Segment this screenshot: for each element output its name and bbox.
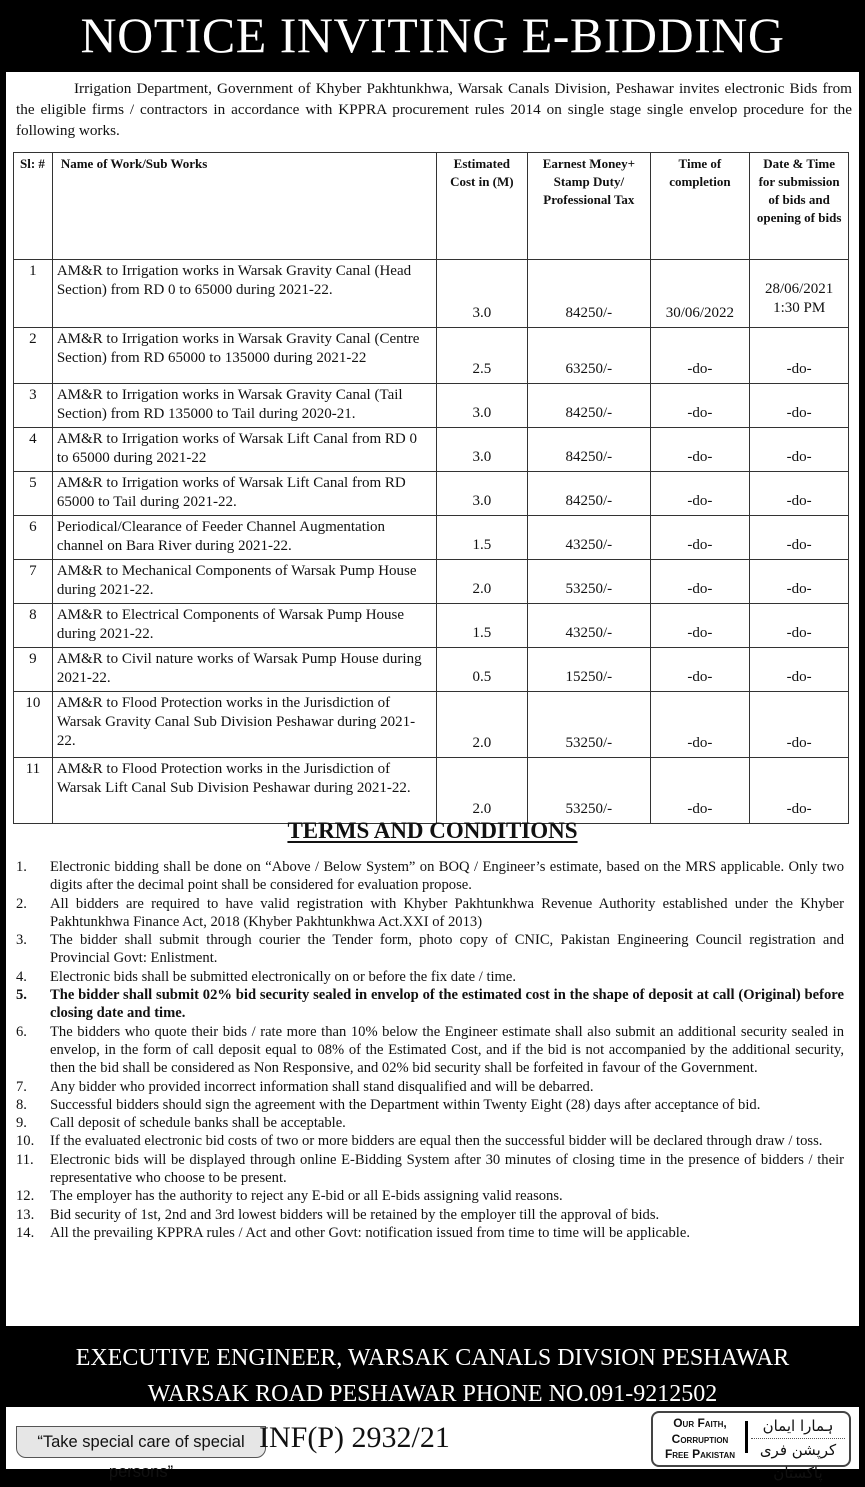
terms-item	[6, 1132, 844, 1150]
cell-completion: -do-	[650, 560, 750, 604]
badge-ur-line: کرپشن فری پاکستان	[751, 1438, 845, 1485]
terms-item-text: Bid security of 1st, 2nd and 3rd lowest bidders will be retained by the employer till the approval of bids.	[50, 1206, 660, 1223]
terms-item-number: 3.	[16, 932, 27, 949]
cell-completion: -do-	[650, 428, 750, 472]
terms-item	[6, 1078, 844, 1096]
terms-item-number: 10.	[16, 1133, 35, 1150]
cell-earnest: 43250/-	[528, 516, 650, 560]
table-row	[14, 260, 849, 328]
terms-item-text: All bidders are required to have valid registration with Khyber Pakhtunkhwa Revenue Authority established under the Khyber Pakhtunkhwa Finance Act, 2018 (Khyber Pakhtunkhwa Act.XXI of 2013)	[50, 895, 844, 930]
cell-date: -do-	[750, 692, 849, 758]
badge-divider	[745, 1421, 748, 1453]
cell-earnest: 43250/-	[528, 604, 650, 648]
works-table-body	[14, 260, 849, 824]
cell-earnest: 15250/-	[528, 648, 650, 692]
badge-ur-line: ہمارا ایمان	[762, 1417, 834, 1435]
cell-date: -do-	[750, 428, 849, 472]
cell-sl: 8	[14, 604, 53, 648]
cell-sl: 3	[14, 384, 53, 428]
cell-completion: -do-	[650, 516, 750, 560]
terms-item	[6, 1096, 844, 1114]
notice-body	[6, 72, 859, 1326]
cell-completion: -do-	[650, 384, 750, 428]
cell-cost: 1.5	[436, 516, 528, 560]
terms-item-number: 2.	[16, 895, 27, 912]
cell-cost: 0.5	[436, 648, 528, 692]
cell-name: AM&R to Irrigation works in Warsak Gravity Canal (Centre Section) from RD 65000 to 135000 during 2021-22	[52, 328, 436, 384]
terms-item-number: 5.	[16, 987, 27, 1004]
cell-date: -do-	[750, 758, 849, 824]
header-name: Name of Work/Sub Works	[52, 153, 436, 260]
cell-completion: 30/06/2022	[650, 260, 750, 328]
terms-item-text: If the evaluated electronic bid costs of two or more bidders are equal then the successful bidder will be declared through draw / toss.	[50, 1133, 823, 1150]
submission-time: 1:30 PM	[773, 300, 826, 316]
cell-name: AM&R to Flood Protection works in the Jurisdiction of Warsak Gravity Canal Sub Division Peshawar during 2021-22.	[52, 692, 436, 758]
anti-corruption-badge	[651, 1411, 851, 1482]
terms-item-number: 13.	[16, 1206, 35, 1223]
header-cost: Estimated Cost in (M)	[436, 153, 528, 260]
inf-number: INF(P) 2932/21	[259, 1421, 450, 1454]
cell-name: AM&R to Irrigation works of Warsak Lift Canal from RD 65000 to Tail during 2021-22.	[52, 472, 436, 516]
header-completion: Time of completion	[650, 153, 750, 260]
table-row	[14, 648, 849, 692]
table-header-row	[14, 153, 849, 260]
table-row	[14, 328, 849, 384]
cell-sl: 4	[14, 428, 53, 472]
terms-item	[6, 1151, 844, 1188]
cell-completion: -do-	[650, 692, 750, 758]
cell-sl: 7	[14, 560, 53, 604]
cell-earnest: 53250/-	[528, 692, 650, 758]
cell-name: AM&R to Irrigation works in Warsak Gravity Canal (Tail Section) from RD 135000 to Tail during 2020-21.	[52, 384, 436, 428]
cell-sl: 9	[14, 648, 53, 692]
terms-item-number: 7.	[16, 1078, 27, 1095]
footer-line-1: EXECUTIVE ENGINEER, WARSAK CANALS DIVSION PESHAWAR	[75, 1345, 790, 1371]
terms-item	[6, 1224, 844, 1242]
terms-item-number: 11.	[16, 1151, 34, 1168]
cell-completion: -do-	[650, 472, 750, 516]
cell-name: AM&R to Civil nature works of Warsak Pump House during 2021-22.	[52, 648, 436, 692]
header-date: Date & Time for submission of bids and opening of bids	[750, 153, 849, 260]
cell-earnest: 84250/-	[528, 260, 650, 328]
terms-item	[6, 858, 844, 895]
cell-earnest: 53250/-	[528, 758, 650, 824]
cell-date: -do-	[750, 648, 849, 692]
badge-urdu	[751, 1415, 845, 1485]
submission-date: 28/06/2021	[764, 281, 834, 297]
terms-item-text: Successful bidders should sign the agreement with the Department within Twenty Eight (28) days after acceptance of bid.	[50, 1096, 761, 1113]
cell-earnest: 84250/-	[528, 472, 650, 516]
terms-item-text: Electronic bids will be displayed through online E-Bidding System after 30 minutes of closing time in the presence of bidders / their representative who choose to be present.	[50, 1151, 844, 1187]
notice-title: NOTICE INVITING E-BIDDING	[0, 0, 865, 70]
cell-cost: 3.0	[436, 260, 528, 328]
terms-item-number: 9.	[16, 1115, 27, 1132]
terms-item	[6, 986, 844, 1023]
cell-cost: 2.0	[436, 560, 528, 604]
terms-item-number: 1.	[16, 859, 27, 875]
terms-item	[6, 1206, 844, 1224]
cell-completion: -do-	[650, 758, 750, 824]
cell-sl: 2	[14, 328, 53, 384]
badge-en-line: Our Faith,	[673, 1416, 727, 1430]
cell-sl: 10	[14, 692, 53, 758]
terms-item-number: 8.	[16, 1096, 27, 1113]
terms-item-text: The bidder shall submit 02% bid security sealed in envelop of the estimated cost in the shape of deposit at call (Original) before closing date and time.	[50, 987, 844, 1022]
bottom-strip	[6, 1407, 859, 1482]
works-table	[13, 152, 849, 824]
cell-date: -do-	[750, 604, 849, 648]
table-row	[14, 384, 849, 428]
cell-cost: 3.0	[436, 384, 528, 428]
table-row	[14, 560, 849, 604]
cell-earnest: 84250/-	[528, 384, 650, 428]
cell-date: -do-	[750, 384, 849, 428]
header-sl: Sl: #	[14, 153, 53, 260]
cell-earnest: 84250/-	[528, 428, 650, 472]
table-row	[14, 428, 849, 472]
cell-name: Periodical/Clearance of Feeder Channel Augmentation channel on Bara River during 2021-22.	[52, 516, 436, 560]
terms-item-text: Any bidder who provided incorrect information shall stand disqualified and will be debarred.	[50, 1078, 594, 1095]
cell-earnest: 53250/-	[528, 560, 650, 604]
terms-item-number: 4.	[16, 968, 27, 985]
cell-cost: 2.0	[436, 692, 528, 758]
terms-item-number: 12.	[16, 1188, 35, 1205]
cell-name: AM&R to Mechanical Components of Warsak Pump House during 2021-22.	[52, 560, 436, 604]
intro-paragraph: Irrigation Department, Government of Khyber Pakhtunkhwa, Warsak Canals Division, Peshawar invites electronic Bids from the eligible firms / contractors in accordance with KPPRA procurement rules 2014 on single stage single envelop procedure for the following works.	[16, 80, 852, 139]
terms-item-number: 14.	[16, 1224, 35, 1241]
cell-date: -do-	[750, 472, 849, 516]
badge-en-line: Free Pakistan	[664, 1447, 736, 1461]
cell-date: -do-	[750, 560, 849, 604]
terms-item-text: Electronic bidding shall be done on “Above / Below System” on BOQ / Engineer’s estimate, based on the MRS applicable. Only two digits after the decimal point shall be considered for evaluation propose.	[50, 859, 844, 894]
terms-item-text: Call deposit of schedule banks shall be acceptable.	[50, 1115, 346, 1132]
cell-date: -do-	[750, 516, 849, 560]
cell-cost: 3.0	[436, 472, 528, 516]
cell-name: AM&R to Electrical Components of Warsak Pump House during 2021-22.	[52, 604, 436, 648]
terms-item	[6, 1114, 844, 1132]
terms-item-text: The bidder shall submit through courier the Tender form, photo copy of CNIC, Pakistan Engineering Council registration and Provincial Govt: Enlistment.	[50, 932, 844, 967]
terms-item-text: Electronic bids shall be submitted electronically on or before the fix date / time.	[50, 968, 517, 985]
cell-cost: 1.5	[436, 604, 528, 648]
terms-item-text: All the prevailing KPPRA rules / Act and other Govt: notification issued from time to time will be applicable.	[50, 1224, 690, 1241]
terms-title: TERMS AND CONDITIONS	[287, 818, 578, 843]
terms-item-text: The employer has the authority to reject any E-bid or all E-bids assigning valid reasons.	[50, 1188, 563, 1205]
cell-name: AM&R to Flood Protection works in the Jurisdiction of Warsak Lift Canal Sub Division Peshawar during 2021-22.	[52, 758, 436, 824]
slogan-banner: “Take special care of special persons”	[16, 1426, 266, 1458]
badge-english	[658, 1416, 742, 1463]
cell-cost: 3.0	[436, 428, 528, 472]
table-row	[14, 472, 849, 516]
terms-item	[6, 968, 844, 986]
cell-completion: -do-	[650, 328, 750, 384]
cell-name: AM&R to Irrigation works of Warsak Lift Canal from RD 0 to 65000 during 2021-22	[52, 428, 436, 472]
cell-earnest: 63250/-	[528, 328, 650, 384]
cell-name: AM&R to Irrigation works in Warsak Gravity Canal (Head Section) from RD 0 to 65000 during 2021-22.	[52, 260, 436, 328]
terms-item	[6, 895, 844, 932]
terms-item-text: The bidders who quote their bids / rate more than 10% below the Engineer estimate shall also submit an additional security sealed in envelop, in the form of call deposit equal to 08% of the Estimated Cost, and if the bid is not accompanied by the additional security, then the bid shall be considered as Non Responsive, and 02% bid security shall be forfeited in favour of the Government.	[50, 1023, 844, 1077]
cell-cost: 2.0	[436, 758, 528, 824]
terms-item	[6, 1187, 844, 1205]
cell-date	[750, 260, 849, 328]
header-earnest: Earnest Money+ Stamp Duty/ Professional Tax	[528, 153, 650, 260]
terms-item	[6, 1023, 844, 1078]
table-row	[14, 516, 849, 560]
cell-sl: 5	[14, 472, 53, 516]
table-row	[14, 692, 849, 758]
cell-cost: 2.5	[436, 328, 528, 384]
terms-item-number: 6.	[16, 1023, 27, 1040]
badge-en-line: Corruption	[671, 1431, 729, 1446]
terms-list	[6, 858, 844, 1242]
cell-sl: 1	[14, 260, 53, 328]
cell-completion: -do-	[650, 604, 750, 648]
footer-line-2: WARSAK ROAD PESHAWAR PHONE NO.091-9212502	[147, 1381, 718, 1407]
table-row	[14, 604, 849, 648]
cell-sl: 11	[14, 758, 53, 824]
cell-sl: 6	[14, 516, 53, 560]
table-row	[14, 758, 849, 824]
cell-completion: -do-	[650, 648, 750, 692]
terms-item	[6, 931, 844, 968]
cell-date: -do-	[750, 328, 849, 384]
